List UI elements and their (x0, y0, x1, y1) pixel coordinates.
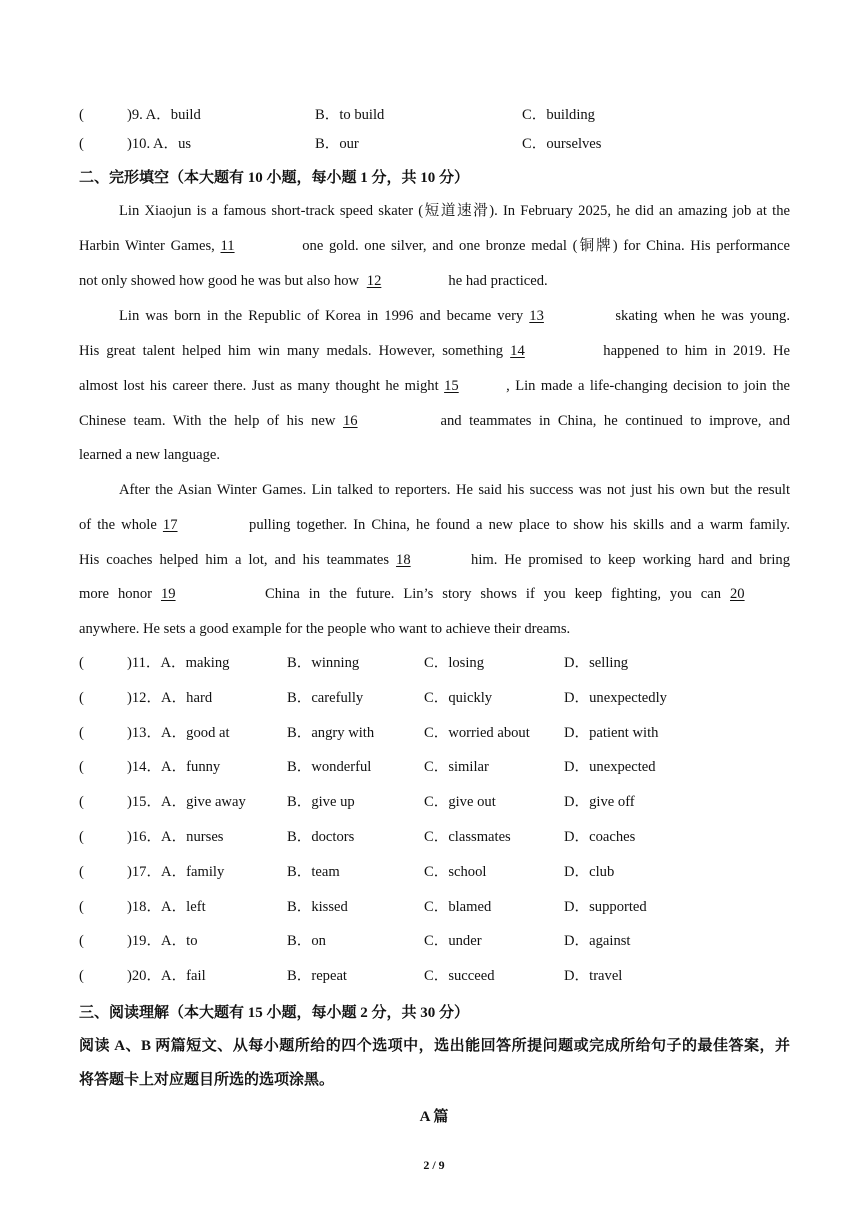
option-d: D．against (564, 933, 631, 950)
answer-paren[interactable]: ( (79, 724, 84, 741)
option-b: B．wonderful (287, 759, 372, 776)
option-b: B．to build (315, 107, 385, 123)
option-d: D．coaches (564, 829, 636, 845)
answer-paren[interactable]: ( (79, 863, 84, 880)
option-c: C．losing (424, 655, 485, 671)
passage-line: After the Asian Winter Games. Lin talked to reporters. He said his success was not just his own but the result (119, 482, 790, 498)
option-a: )18．A．left (127, 898, 206, 915)
option-a: )13．A．good at (127, 724, 230, 741)
answer-paren[interactable]: ( (79, 759, 84, 776)
blank-17: 17 (162, 517, 178, 533)
option-c: C．school (424, 863, 487, 880)
passage-line (79, 514, 790, 536)
passage-line (79, 549, 790, 571)
passage-text: His coaches helped him a lot, and his teammates (79, 552, 390, 568)
passage-line (119, 305, 790, 327)
question-row (79, 792, 791, 812)
option-c: C．ourselves (522, 136, 602, 152)
blank-11: 11 (220, 238, 235, 254)
blank-14: 14 (510, 343, 525, 359)
option-b: B．doctors (287, 829, 355, 845)
option-b: B．on (287, 933, 326, 950)
blank-19: 19 (160, 586, 176, 602)
option-b: B．angry with (287, 724, 375, 741)
option-c: C．give out (424, 794, 496, 811)
answer-paren[interactable]: ( (79, 898, 84, 915)
passage-text: Chinese team. With the help of his new (79, 413, 336, 429)
instruction-line: 将答题卡上对应题目所选的选项涂黑。 (79, 1072, 335, 1088)
passage-line: anywhere. He sets a good example for the people who want to achieve their dreams. (79, 621, 571, 637)
option-b: B．kissed (287, 898, 348, 915)
option-d: D．travel (564, 968, 623, 985)
passage-text: he had practiced. (448, 273, 548, 289)
answer-paren[interactable]: ( (79, 794, 84, 811)
passage-text: not only showed how good he was but also how (79, 273, 360, 289)
option-a: )19．A．to (127, 933, 198, 950)
passage-text: happened to him in 2019. He (603, 343, 790, 359)
blank-15: 15 (444, 378, 459, 394)
blank-16: 16 (342, 413, 358, 429)
section-heading-cloze: 二、完形填空（本大题有 10 小题，每小题 1 分，共 10 分） (79, 170, 470, 186)
instruction-line: 阅读 A、B 两篇短文、从每小题所给的四个选项中，选出能回答所提问题或完成所给句子的最佳答案，并 (79, 1038, 790, 1054)
option-c: C．blamed (424, 898, 492, 915)
question-row (79, 931, 791, 951)
option-a: )17．A．family (127, 863, 225, 880)
option-d: D．supported (564, 898, 647, 915)
option-c: C．similar (424, 759, 489, 776)
question-row (79, 862, 791, 882)
page-number: 2 / 9 (423, 1158, 445, 1172)
option-b: B．team (287, 863, 340, 880)
option-c: C．quickly (424, 689, 493, 706)
passage-text: almost lost his career there. Just as many thought he might (79, 378, 439, 394)
option-d: D．unexpected (564, 759, 656, 776)
option-d: D．club (564, 863, 615, 880)
passage-text: skating when he was young. (615, 308, 790, 324)
answer-paren[interactable]: ( (79, 968, 84, 985)
answer-paren[interactable]: ( (79, 136, 84, 152)
option-d: D．patient with (564, 724, 659, 741)
option-a: )12．A．hard (127, 689, 213, 706)
passage-text: him. He promised to keep working hard and bring (471, 552, 790, 568)
passage-text: pulling together. In China, he found a new place to show his skills and a warm family. (249, 517, 791, 533)
answer-paren[interactable]: ( (79, 655, 84, 671)
blank-12: 12 (366, 273, 382, 289)
passage-line (79, 410, 790, 432)
option-c: C．succeed (424, 968, 495, 985)
option-c: C．classmates (424, 829, 511, 845)
question-row (79, 653, 791, 673)
option-a: )15．A．give away (127, 794, 246, 811)
answer-paren[interactable]: ( (79, 107, 84, 123)
passage-line (79, 583, 790, 605)
passage-text: one gold. one silver, and one bronze medal (铜牌) for China. His performance (302, 238, 791, 254)
question-row (79, 966, 791, 986)
option-b: B．carefully (287, 689, 364, 706)
option-c: C．worried about (424, 724, 530, 741)
question-row (79, 688, 791, 708)
option-a: )20．A．fail (127, 968, 206, 985)
passage-text: China in the future. Lin’s story shows if you keep fighting, you can (264, 586, 722, 602)
option-d: D．selling (564, 655, 629, 671)
option-c: C．building (522, 107, 595, 123)
answer-paren[interactable]: ( (79, 689, 84, 706)
question-row (79, 723, 791, 743)
answer-paren[interactable]: ( (79, 933, 84, 950)
option-d: D．unexpectedly (564, 689, 667, 706)
option-b: B．repeat (287, 968, 347, 985)
passage-text: , Lin made a life-changing decision to join the (506, 378, 790, 394)
option-a: )16．A．nurses (127, 829, 224, 845)
passage-text: His great talent helped him win many medals. However, something (79, 343, 504, 359)
option-c: C．under (424, 933, 482, 950)
option-a: )9. A．build (127, 107, 201, 123)
question-row (79, 757, 791, 777)
passage-text: Harbin Winter Games, (79, 238, 215, 254)
passage-a-title: A 篇 (419, 1109, 449, 1125)
blank-18: 18 (396, 552, 411, 568)
passage-text: Lin was born in the Republic of Korea in 1996 and became very (119, 308, 524, 324)
option-b: B．winning (287, 655, 360, 671)
option-b: B．give up (287, 794, 355, 811)
option-a: )11．A．making (127, 655, 230, 671)
passage-text: more honor (79, 586, 152, 602)
passage-line: learned a new language. (79, 447, 220, 463)
passage-text: of the whole (79, 517, 157, 533)
passage-line (79, 235, 790, 257)
question-row (79, 827, 791, 847)
option-b: B．our (315, 136, 359, 152)
answer-paren[interactable]: ( (79, 829, 84, 845)
passage-line (79, 375, 790, 397)
section-heading-reading: 三、阅读理解（本大题有 15 小题，每小题 2 分，共 30 分） (79, 1005, 470, 1021)
passage-line (79, 340, 790, 362)
blank-13: 13 (529, 308, 544, 324)
blank-20: 20 (730, 586, 745, 602)
passage-line (79, 270, 790, 292)
question-row (79, 105, 791, 125)
passage-text: and teammates in China, he continued to improve, and (440, 413, 790, 429)
option-a: )10. A．us (127, 136, 192, 152)
option-d: D．give off (564, 794, 635, 811)
passage-line: Lin Xiaojun is a famous short-track speed skater (短道速滑). In February 2025, he did an amazing job at the (119, 203, 790, 219)
option-a: )14．A．funny (127, 759, 221, 776)
question-row (79, 897, 791, 917)
question-row (79, 134, 791, 154)
